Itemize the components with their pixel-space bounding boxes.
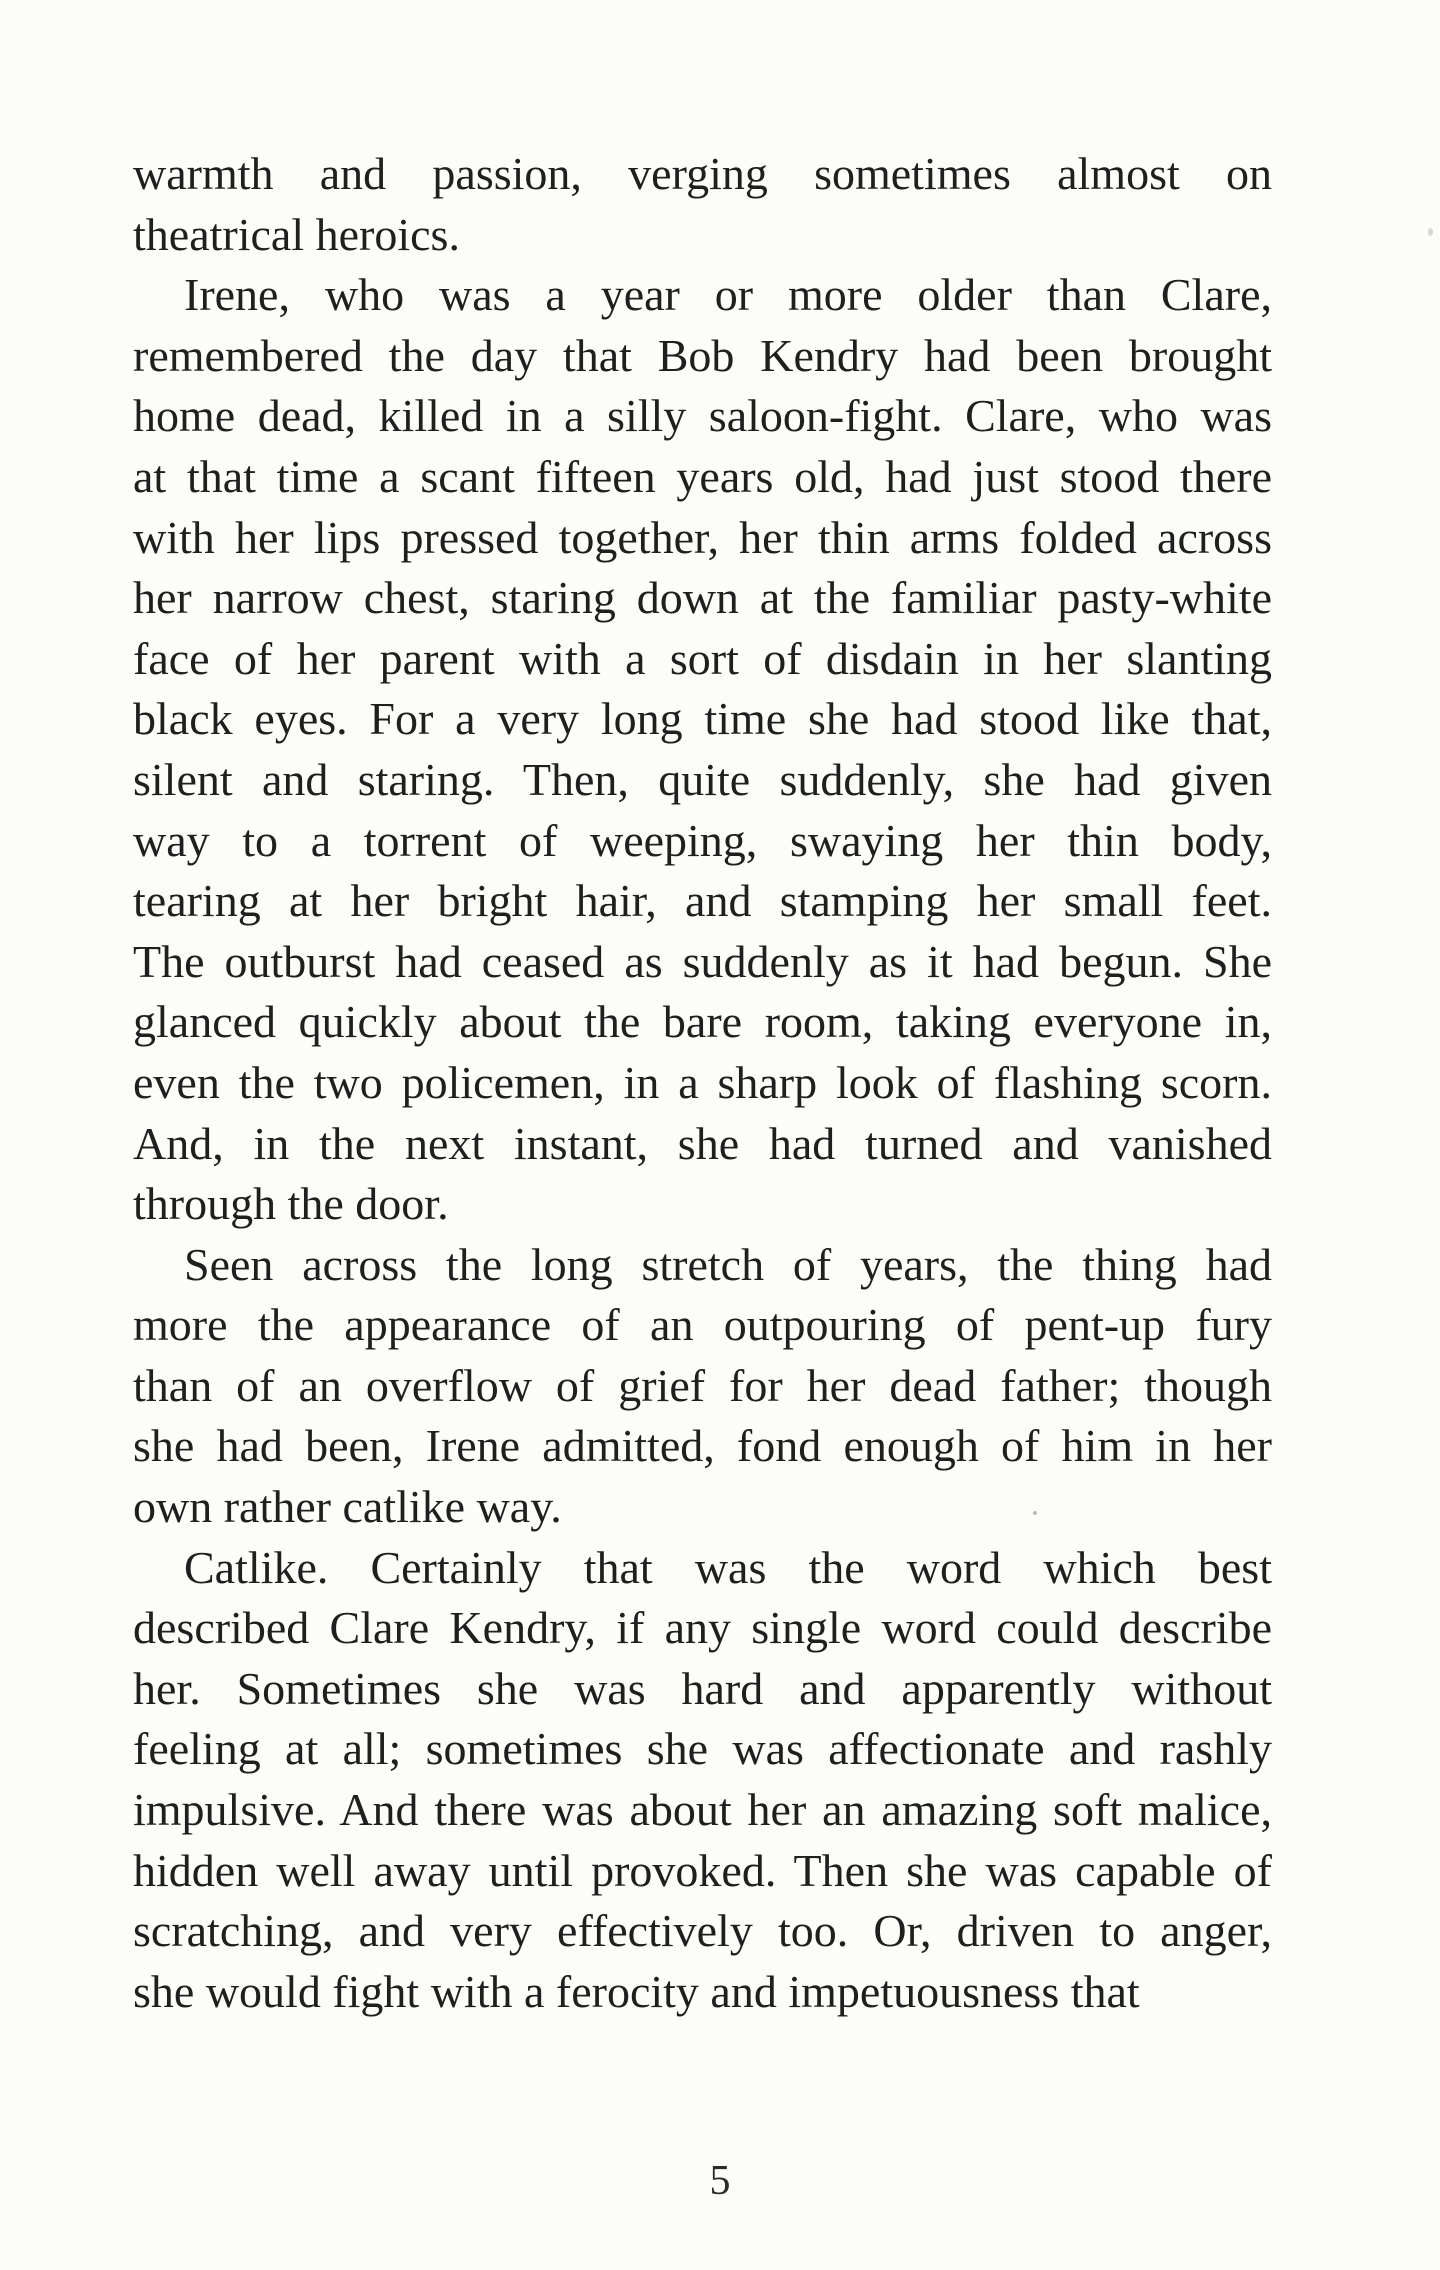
text-line: she would fight with a ferocity and impetuousness that [133,1965,1140,2017]
text-line: face of her parent with a sort of disdain in her slanting [133,632,1272,684]
text-line: her. Sometimes she was hard and apparently without [133,1662,1272,1714]
text-line: impulsive. And there was about her an amazing soft malice, [133,1784,1272,1836]
text-line: at that time a scant fifteen years old, had just stood there [133,450,1272,502]
text-line: own rather catlike way. [133,1481,562,1533]
text-line: remembered the day that Bob Kendry had been brought [133,329,1272,381]
text-line: even the two policemen, in a sharp look of flashing scorn. [133,1056,1272,1108]
text-line: her narrow chest, staring down at the familiar pasty-white [133,572,1272,624]
text-line: theatrical heroics. [133,208,460,260]
text-line: tearing at her bright hair, and stamping her small feet. [133,875,1272,927]
text-line: scratching, and very effectively too. Or, driven to anger, [133,1905,1272,1957]
text-line: And, in the next instant, she had turned and vanished [133,1117,1272,1169]
paragraph [133,1538,1272,2023]
body-text [133,144,1272,2022]
text-line: feeling at all; sometimes she was affectionate and rashly [133,1723,1272,1775]
paragraph [133,265,1272,1235]
paragraph [133,1235,1272,1538]
text-line: home dead, killed in a silly saloon-fight. Clare, who was [133,390,1272,442]
text-line: with her lips pressed together, her thin arms folded across [133,511,1272,563]
text-line: more the appearance of an outpouring of pent-up fury [133,1299,1272,1351]
text-line: Irene, who was a year or more older than Clare, [184,269,1272,321]
text-line: warmth and passion, verging sometimes almost on [133,148,1272,199]
scan-speck [1033,1511,1037,1515]
text-line: black eyes. For a very long time she had stood like that, [133,693,1272,745]
text-line: described Clare Kendry, if any single word could describe [133,1602,1272,1654]
text-line: glanced quickly about the bare room, taking everyone in, [133,996,1272,1048]
paragraph [133,144,1272,265]
scan-speck [1428,228,1433,236]
text-line: The outburst had ceased as suddenly as it had begun. She [133,935,1272,987]
text-line: way to a torrent of weeping, swaying her thin body, [133,814,1272,866]
text-line: hidden well away until provoked. Then she was capable of [133,1844,1272,1896]
text-line: Seen across the long stretch of years, the thing had [184,1238,1272,1290]
text-line: silent and staring. Then, quite suddenly, she had given [133,753,1272,805]
text-line: through the door. [133,1178,449,1230]
text-line: Catlike. Certainly that was the word which best [184,1541,1272,1593]
text-line: she had been, Irene admitted, fond enough of him in her [133,1420,1272,1472]
text-line: than of an overflow of grief for her dead father; though [133,1359,1272,1411]
page-number: 5 [709,2158,731,2204]
